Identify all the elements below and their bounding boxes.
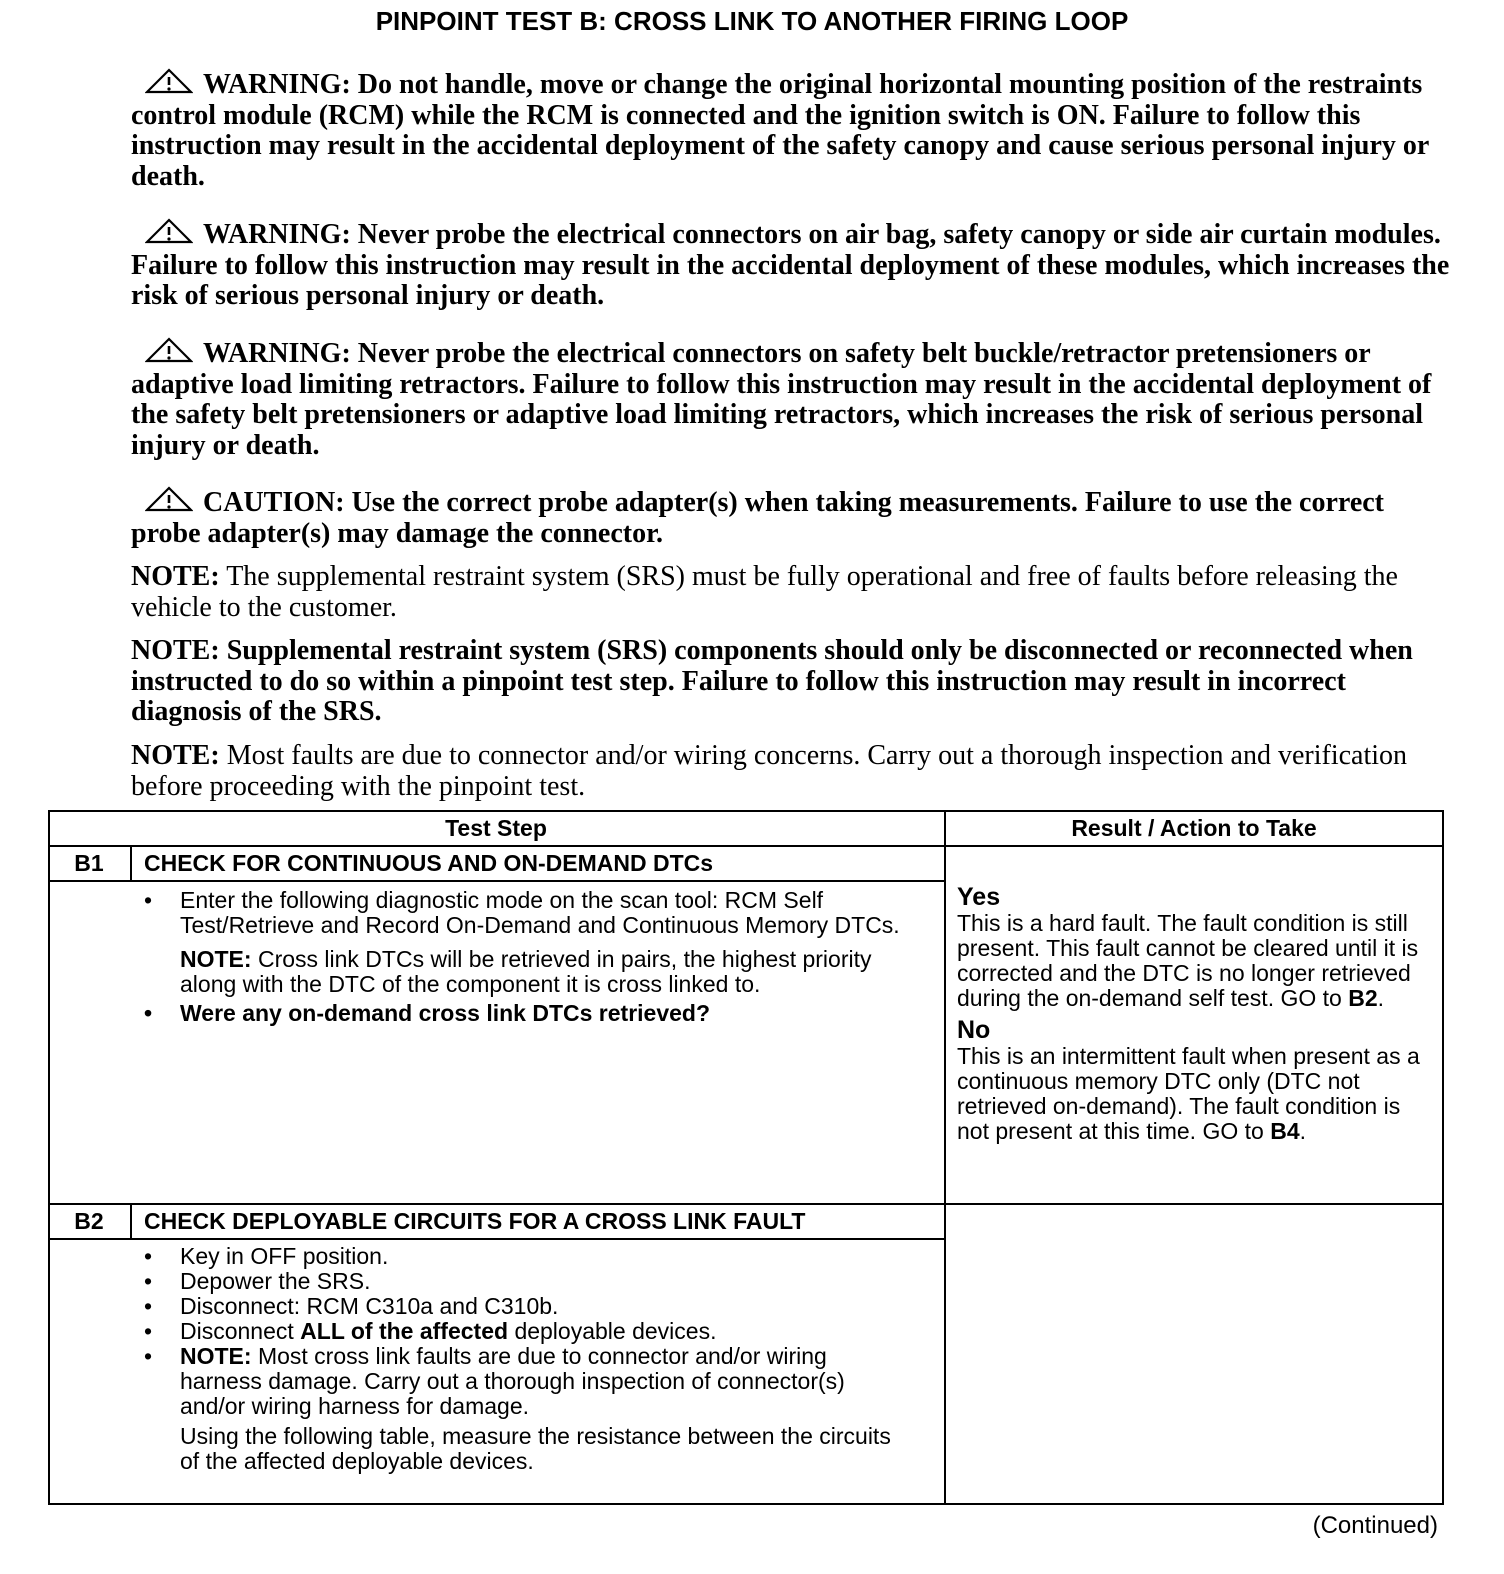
step-instruction: • Disconnect ALL of the affected deployable devices. bbox=[144, 1319, 914, 1344]
step-instruction: • Depower the SRS. bbox=[144, 1269, 914, 1294]
step-instruction: • Key in OFF position. bbox=[144, 1244, 914, 1269]
result-yes-label: Yes bbox=[957, 883, 1001, 911]
warning-3 bbox=[131, 337, 1451, 461]
warning-text: Never probe the electrical connectors on safety belt buckle/retractor pretensioners or adaptive load limiting retractors. Failure to follow this instruction may result in the accidental deployment of the safety belt pretensioners or adaptive load limiting retractors, which increases the risk of serious personal injury or death. bbox=[131, 338, 1432, 461]
warning-1 bbox=[131, 68, 1451, 192]
caution-label: CAUTION: bbox=[203, 487, 345, 518]
result-yes-text: This is a hard fault. The fault condition is still present. This fault cannot be cleared until it is corrected and the DTC is no longer retrieved during the on-demand self test. GO to B2. bbox=[957, 910, 1419, 1011]
note-label: NOTE: bbox=[131, 740, 220, 771]
warning-label: WARNING: bbox=[203, 219, 351, 250]
note-text: Most cross link faults are due to connector and/or wiring harness damage. Carry out a thorough inspection of connector(s) and/or wiring harness for damage. bbox=[180, 1343, 845, 1419]
step-number: B2 bbox=[74, 1208, 104, 1234]
caution bbox=[131, 486, 1451, 549]
page-title: PINPOINT TEST B: CROSS LINK TO ANOTHER FIRING LOOP bbox=[375, 6, 1129, 36]
warning-triangle-icon bbox=[141, 68, 203, 96]
step-note bbox=[144, 947, 904, 997]
continued-label: (Continued) bbox=[1312, 1512, 1438, 1539]
note-label: NOTE: bbox=[180, 1343, 252, 1369]
caution-text: Use the correct probe adapter(s) when taking measurements. Failure to use the correct probe adapter(s) may damage the connector. bbox=[131, 487, 1384, 549]
step-instruction: • Enter the following diagnostic mode on the scan tool: RCM Self Test/Retrieve and Record On-Demand and Continuous Memory DTCs. bbox=[144, 888, 904, 938]
step-title: CHECK DEPLOYABLE CIRCUITS FOR A CROSS LINK FAULT bbox=[144, 1208, 806, 1234]
step-question: • Were any on-demand cross link DTCs retrieved? bbox=[144, 1001, 904, 1026]
step-instruction: Using the following table, measure the resistance between the circuits of the affected deployable devices. bbox=[180, 1423, 891, 1474]
warning-label: WARNING: bbox=[203, 338, 351, 369]
note-1 bbox=[131, 562, 1451, 623]
warning-2 bbox=[131, 218, 1451, 312]
warning-triangle-icon bbox=[141, 337, 203, 365]
step-instruction: • Disconnect: RCM C310a and C310b. bbox=[144, 1294, 914, 1319]
step-note bbox=[144, 1344, 914, 1419]
warning-triangle-icon bbox=[141, 218, 203, 246]
step-b1-body bbox=[144, 888, 904, 1026]
step-number: B1 bbox=[74, 850, 104, 876]
goto-b4-link[interactable]: B4 bbox=[1270, 1118, 1300, 1144]
warning-text: Never probe the electrical connectors on air bag, safety canopy or side air curtain modules. Failure to follow this instruction may result in the accidental deployment of these modules, which increases the risk of serious personal injury or death. bbox=[131, 219, 1450, 311]
result-no-label: No bbox=[957, 1016, 991, 1044]
step-title: CHECK FOR CONTINUOUS AND ON-DEMAND DTCs bbox=[144, 850, 714, 876]
b1-results bbox=[957, 884, 1437, 1144]
note-3 bbox=[131, 741, 1451, 802]
note-label: NOTE: bbox=[180, 946, 252, 972]
step-b2-body bbox=[144, 1244, 914, 1474]
warning-triangle-icon bbox=[141, 486, 203, 514]
note-text: Most faults are due to connector and/or wiring concerns. Carry out a thorough inspection and verification before proceeding with the pinpoint test. bbox=[131, 740, 1408, 802]
warning-text: Do not handle, move or change the original horizontal mounting position of the restraints control module (RCM) while the RCM is connected and the ignition switch is ON. Failure to follow this instruction may result in the accidental deployment of the safety canopy and cause serious personal injury or death. bbox=[131, 69, 1429, 192]
warning-label: WARNING: bbox=[203, 69, 351, 100]
note-text: The supplemental restraint system (SRS) must be fully operational and free of faults before releasing the vehicle to the customer. bbox=[131, 561, 1398, 623]
test-step-table bbox=[48, 810, 1444, 1505]
header-test-step: Test Step bbox=[445, 815, 547, 841]
header-result: Result / Action to Take bbox=[1071, 815, 1317, 841]
goto-b2-link[interactable]: B2 bbox=[1348, 985, 1378, 1011]
note-text: Supplemental restraint system (SRS) components should only be disconnected or reconnected when instructed to do so within a pinpoint test step. Failure to follow this instruction may result in incorrect diagnosis of the SRS. bbox=[131, 635, 1413, 727]
note-text: Cross link DTCs will be retrieved in pairs, the highest priority along with the DTC of the component it is cross linked to. bbox=[180, 946, 872, 997]
note-2 bbox=[131, 636, 1451, 728]
note-label: NOTE: bbox=[131, 561, 220, 592]
note-label: NOTE: bbox=[131, 635, 220, 666]
result-no-text: This is an intermittent fault when present as a continuous memory DTC only (DTC not retrieved on-demand). The fault condition is not present at this time. GO to B4. bbox=[957, 1043, 1420, 1144]
